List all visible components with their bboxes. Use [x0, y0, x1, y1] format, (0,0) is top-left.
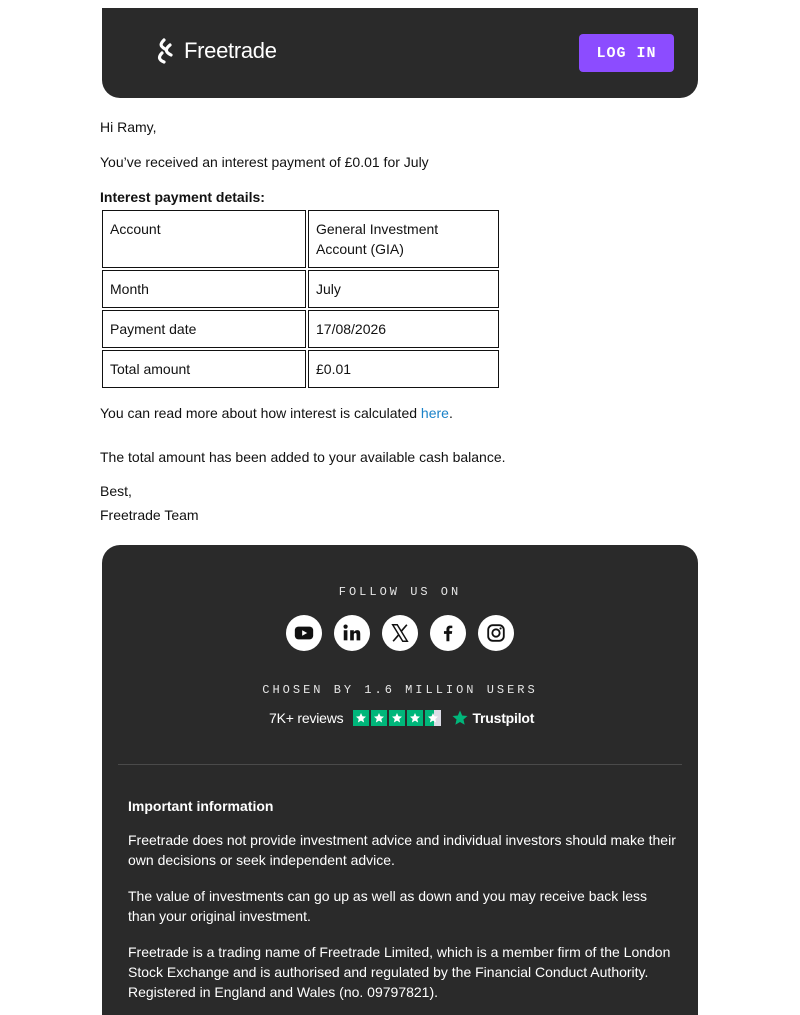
row-value: £0.01	[308, 350, 499, 388]
linkedin-icon	[341, 622, 363, 644]
info-heading: Important information	[128, 798, 274, 814]
payment-details-table	[100, 208, 501, 390]
info-paragraph: The value of investments can go up as well as down and you may receive back less than your original investment.	[128, 888, 648, 924]
instagram-icon	[485, 622, 507, 644]
login-button[interactable]: LOG IN	[579, 34, 674, 72]
table-row	[102, 270, 499, 308]
star-icon	[407, 710, 423, 726]
chosen-label: CHOSEN BY 1.6 MILLION USERS	[262, 683, 538, 697]
row-value: General Investment Account (GIA)	[308, 210, 499, 268]
interest-info-link[interactable]: here	[420, 405, 449, 421]
read-more-prefix: You can read more about how interest is calculated	[100, 405, 421, 421]
youtube-icon	[293, 622, 315, 644]
instagram-link[interactable]	[478, 615, 514, 651]
row-label: Total amount	[102, 350, 306, 388]
email-footer	[102, 545, 698, 1015]
x-link[interactable]	[382, 615, 418, 651]
footer-divider	[118, 764, 682, 765]
star-icon	[353, 710, 369, 726]
balance-note: The total amount has been added to your available cash balance.	[100, 449, 506, 465]
read-more-suffix: .	[448, 405, 453, 421]
row-value: July	[308, 270, 499, 308]
facebook-link[interactable]	[430, 615, 466, 651]
brand-logo[interactable]	[156, 38, 277, 64]
star-icon	[371, 710, 387, 726]
youtube-link[interactable]	[286, 615, 322, 651]
intro-text: You’ve received an interest payment of £0.01 for July	[100, 154, 429, 170]
info-paragraph: Freetrade does not provide investment advice and individual investors should make their own decisions or seek independent advice.	[128, 832, 676, 868]
reviews-count: 7K+ reviews	[269, 710, 344, 726]
signoff: Best,	[100, 483, 132, 499]
email-header	[102, 8, 698, 98]
brand-name: Freetrade	[184, 38, 277, 63]
trustpilot-logo	[451, 709, 534, 727]
read-more-text	[100, 403, 453, 423]
rating-stars	[353, 710, 441, 726]
half-star-icon	[425, 710, 441, 726]
follow-label: FOLLOW US ON	[338, 585, 462, 599]
table-row	[102, 350, 499, 388]
table-row	[102, 310, 499, 348]
x-icon	[389, 622, 411, 644]
row-label: Account	[102, 210, 306, 268]
social-links	[286, 615, 514, 651]
facebook-icon	[437, 622, 459, 644]
greeting: Hi Ramy,	[100, 119, 157, 135]
info-paragraph: Freetrade is a trading name of Freetrade Limited, which is a member firm of the London Stock Exchange and is authorised and regulated by the Financial Conduct Authority. Registered in England and Wales (no. 09797821).	[128, 944, 671, 1000]
row-label: Payment date	[102, 310, 306, 348]
linkedin-link[interactable]	[334, 615, 370, 651]
trustpilot-label: Trustpilot	[472, 710, 535, 726]
freetrade-logo-icon	[156, 38, 178, 64]
details-heading: Interest payment details:	[100, 189, 265, 205]
row-value: 17/08/2026	[308, 310, 499, 348]
signature: Freetrade Team	[100, 507, 199, 523]
table-row	[102, 210, 499, 268]
trustpilot-star-icon	[451, 709, 469, 727]
trustpilot-rating[interactable]	[269, 709, 534, 727]
row-label: Month	[102, 270, 306, 308]
star-icon	[389, 710, 405, 726]
